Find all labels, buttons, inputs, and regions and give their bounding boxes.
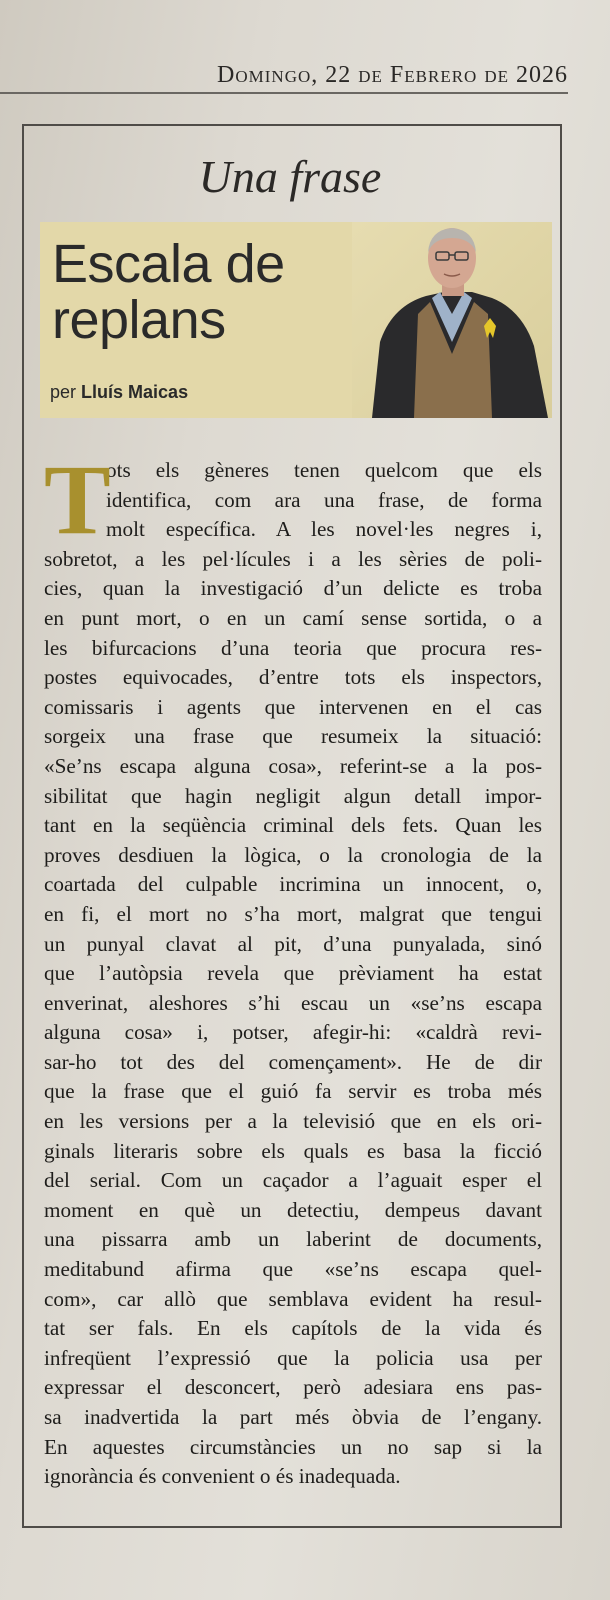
article-line: que la frase que el guió fa servir es troba més [44, 1079, 542, 1104]
article-line: ginals literaris sobre els quals es basa la ficció [44, 1138, 542, 1163]
article-line: expressar el desconcert, però adesiara ens pas- [44, 1375, 542, 1400]
article-line: com», car allò que semblava evident ha resul- [44, 1286, 542, 1311]
article-line: ots els gèneres tenen quelcom que els [106, 458, 542, 482]
article-line: en les versions per a la televisió que en els ori- [44, 1109, 542, 1134]
article-line: comissaris i agents que intervenen en el cas [44, 694, 542, 719]
article-line: proves desdiuen la lògica, o la cronologia de la [44, 842, 542, 867]
article-line: coartada del culpable incrimina un innocent, o, [44, 872, 542, 897]
article-line: en punt mort, o en un camí sense sortida, o a [44, 605, 542, 630]
article-line: postes equivocades, d’entre tots els inspectors, [44, 665, 542, 690]
article-line: enverinat, aleshores s’hi escau un «se’ns escapa [44, 990, 542, 1015]
author-portrait [352, 222, 552, 418]
section-title: Una frase [198, 151, 382, 202]
headline-line-2: replans [52, 290, 226, 350]
article-line: sa inadvertida la part més òbvia de l’engany. [44, 1405, 542, 1429]
drop-cap: T [44, 444, 111, 555]
headline-box [40, 222, 552, 418]
article-line: tant en la seqüència criminal dels fets. Quan les [44, 813, 542, 838]
article-line: cies, quan la investigació d’un delicte es troba [44, 576, 542, 601]
article-line: que l’autòpsia revela que prèviament ha estat [44, 961, 542, 986]
article-line: infreqüent l’expressió que la policia usa per [44, 1345, 542, 1370]
article-line: sorgeix una frase que resumeix la situació: [44, 724, 542, 749]
article-line: sobretot, a les pel·lícules i a les sèries de poli- [44, 546, 542, 571]
article-line: En aquestes circumstàncies un no sap si la [44, 1434, 542, 1459]
headline-line-1: Escala de [52, 234, 285, 294]
article-line: un punyal clavat al pit, d’una punyalada, sinó [44, 931, 542, 956]
article-line: molt específica. A les novel·les negres i, [106, 517, 542, 542]
article-line: identifica, com ara una frase, de forma [106, 487, 542, 512]
byline-author: Lluís Maicas [81, 382, 189, 402]
article-line: alguna cosa» i, potser, afegir-hi: «caldrà revi- [44, 1020, 542, 1045]
article-line: en fi, el mort no s’ha mort, malgrat que tengui [44, 901, 542, 926]
article-lines [44, 444, 542, 1492]
article-line: ignorància és convenient o és inadequada. [44, 1464, 401, 1489]
article-line: moment en què un detectiu, dempeus davant [44, 1197, 542, 1222]
article-line: tat ser fals. En els capítols de la vida és [44, 1316, 542, 1341]
headline [52, 236, 285, 348]
byline-prefix: per [50, 382, 77, 402]
article-body [44, 444, 542, 1492]
header-divider [0, 92, 568, 94]
article-line: del serial. Com un caçador a l’aguait esper el [44, 1168, 542, 1193]
article-line: sibilitat que hagin negligit algun detall impor- [44, 783, 542, 808]
article-line: «Se’ns escapa alguna cosa», referint-se a la pos- [44, 753, 542, 778]
article-line: les bifurcacions d’una teoria que procura res- [44, 635, 542, 660]
page-date: Domingo, 22 de Febrero de 2026 [217, 62, 568, 88]
article-line: una pissarra amb un laberint de documents, [44, 1227, 542, 1252]
article-line: meditabund afirma que «se’ns escapa quel- [44, 1257, 542, 1282]
article-line: sar-ho tot des del començament». He de dir [44, 1049, 542, 1074]
byline [50, 382, 188, 403]
